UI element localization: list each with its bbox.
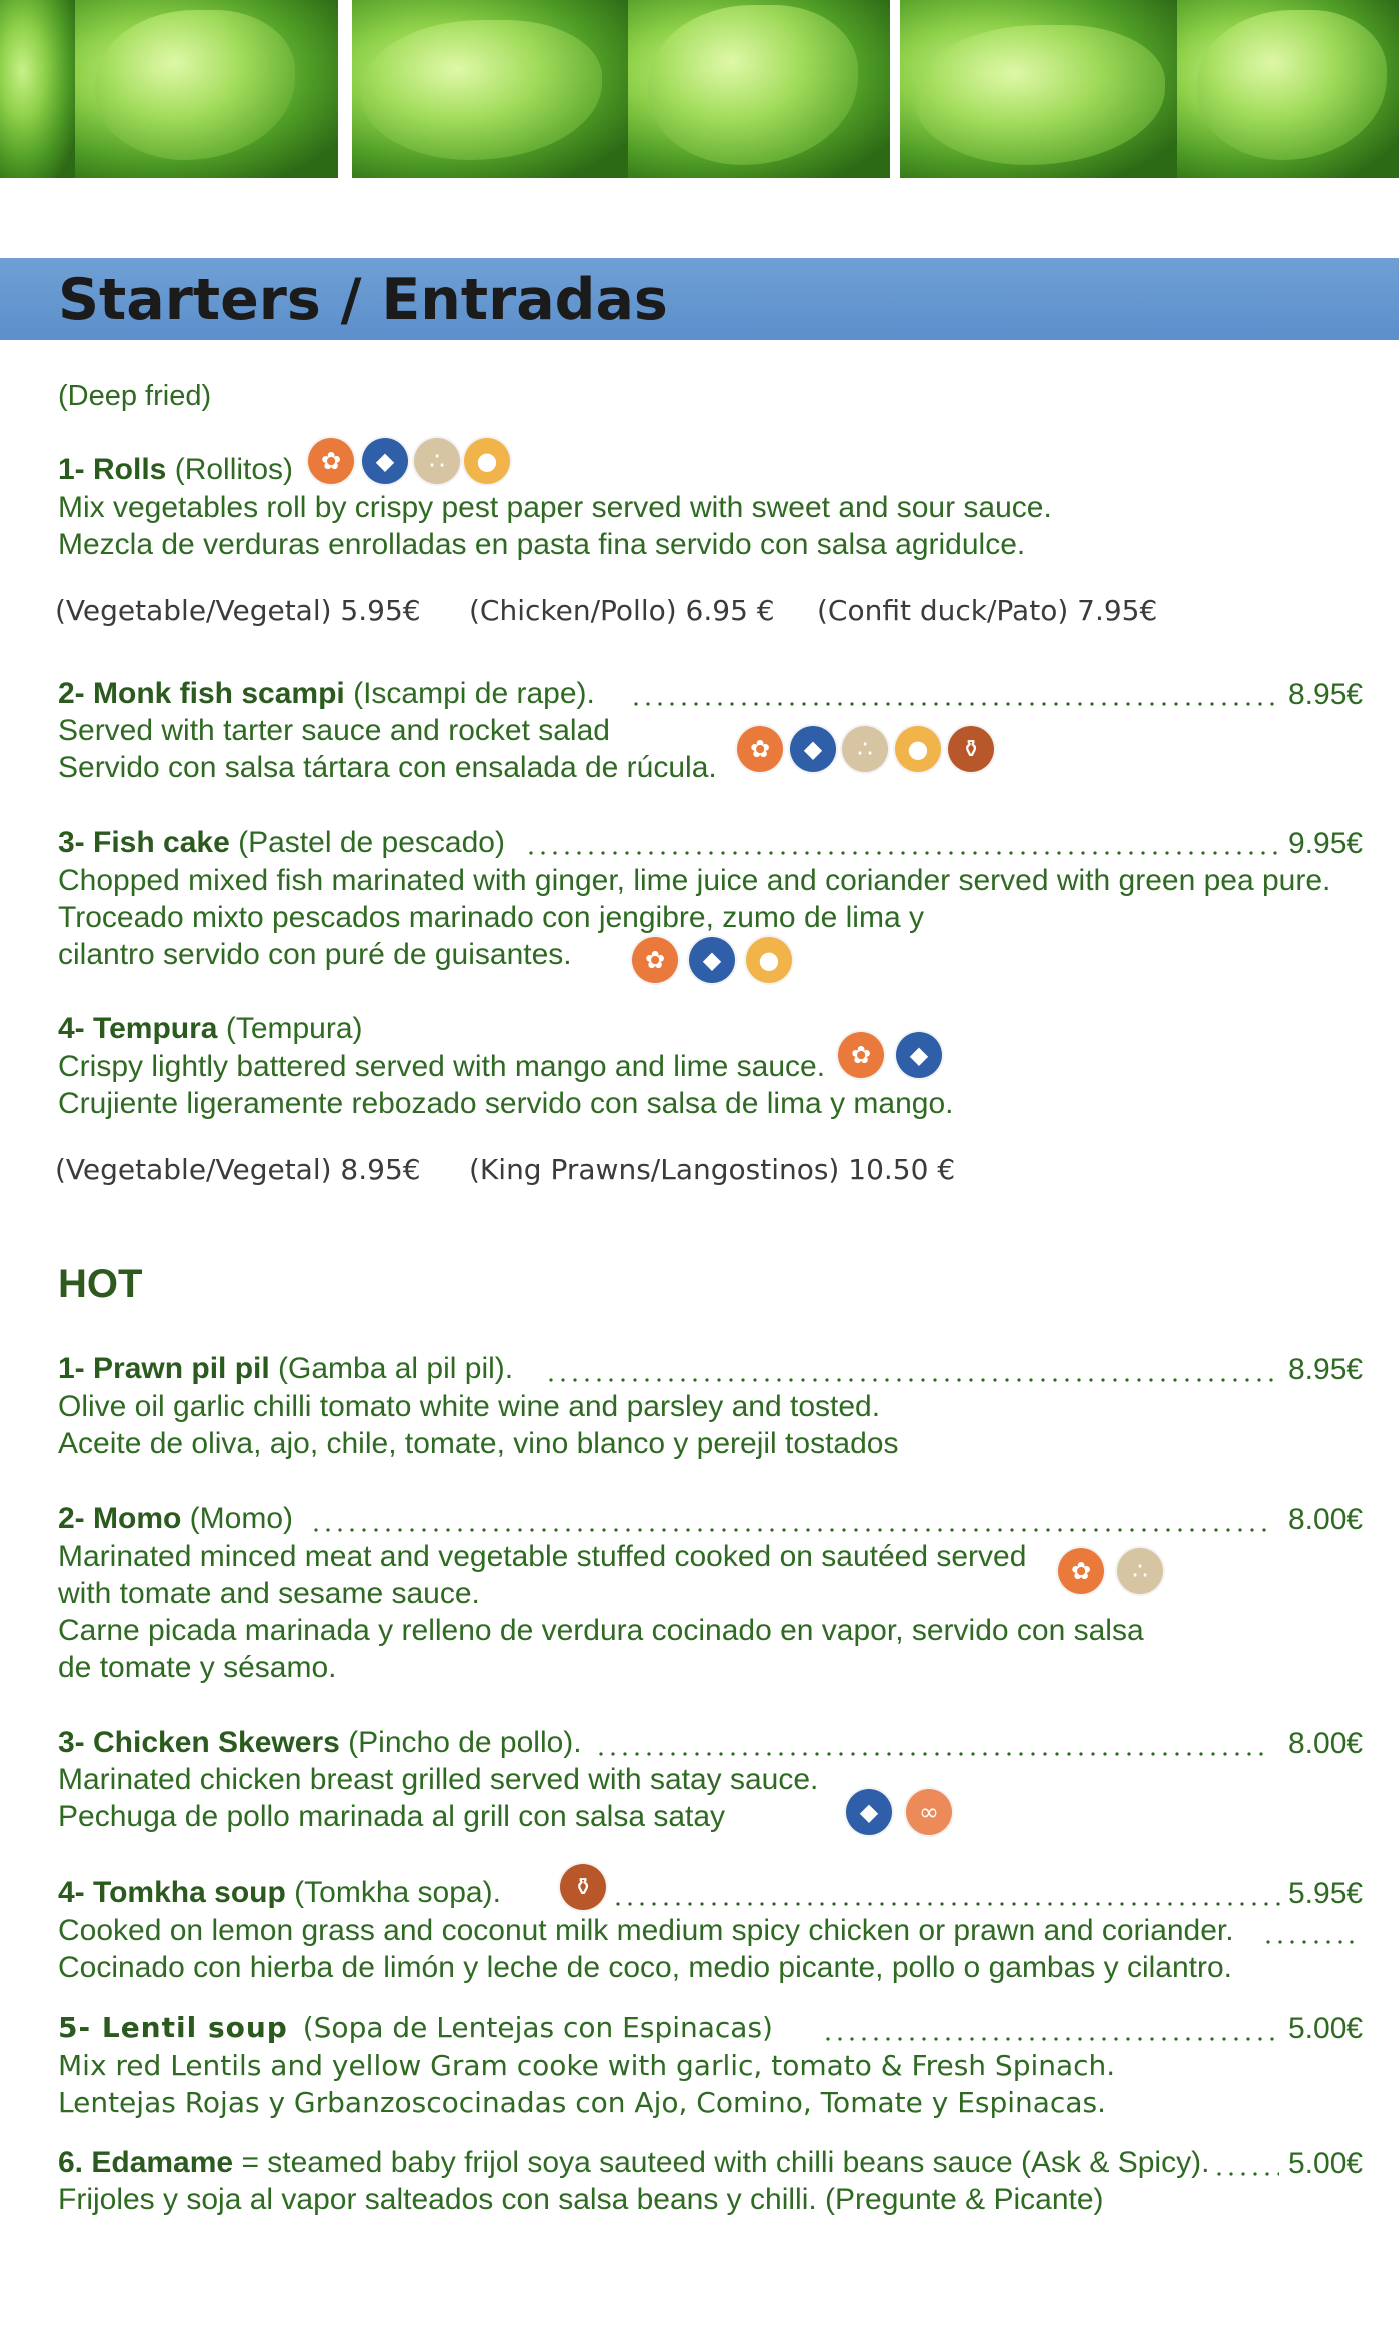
menu-item-title	[58, 452, 293, 488]
fish-icon: ◆	[846, 1789, 892, 1835]
egg-icon: ●	[464, 438, 510, 484]
item-description-es: Crujiente ligeramente rebozado servido con salsa de lima y mango.	[58, 1087, 954, 1120]
item-description-es: Frijoles y soja al vapor salteados con salsa beans y chilli. (Pregunte & Picante)	[58, 2183, 1104, 2216]
milk-icon: ⚱	[560, 1864, 606, 1910]
fish-icon: ◆	[790, 726, 836, 772]
item-subtitle: (Gamba al pil pil).	[278, 1352, 514, 1385]
item-description-es: Troceado mixto pescados marinado con jengibre, zumo de lima y	[58, 901, 924, 934]
item-description-en: with tomate and sesame sauce.	[58, 1577, 480, 1610]
item-name: 4- Tempura	[58, 1012, 218, 1045]
item-description-en: Mix red Lentils and yellow Gram cooke with garlic, tomato & Fresh Spinach.	[58, 2049, 1116, 2082]
item-subtitle: (Iscampi de rape).	[353, 677, 595, 710]
menu-item-title	[58, 2010, 773, 2046]
gluten-icon: ✿	[308, 438, 354, 484]
item-name: 1- Rolls	[58, 453, 167, 486]
item-subtitle: (Momo)	[189, 1502, 294, 1535]
menu-item-title	[58, 2145, 1209, 2181]
lettuce-header-image	[0, 0, 1399, 178]
menu-item-title	[58, 676, 595, 712]
lettuce-photo	[0, 0, 75, 178]
sesame-icon: ∴	[414, 438, 460, 484]
lettuce-photo	[352, 0, 628, 178]
item-name: 1- Prawn pil pil	[58, 1352, 270, 1385]
item-name: 3- Fish cake	[58, 826, 230, 859]
item-description-en: Olive oil garlic chilli tomato white wine and parsley and tosted.	[58, 1390, 881, 1423]
item-description-en: Marinated minced meat and vegetable stuffed cooked on sautéed served	[58, 1540, 1027, 1573]
item-price: 5.00€	[1288, 2147, 1364, 2180]
item-name: 3- Chicken Skewers	[58, 1726, 340, 1759]
item-description-en: Served with tarter sauce and rocket salad	[58, 714, 610, 747]
item-description-es: Mezcla de verduras enrolladas en pasta fina servido con salsa agridulce.	[58, 528, 1026, 561]
item-name: 5- Lentil soup	[58, 2011, 288, 2044]
item-description-en: Chopped mixed fish marinated with ginger, lime juice and coriander served with green pea pure.	[58, 864, 1331, 897]
lettuce-photo	[75, 0, 338, 178]
item-description-en: Crispy lightly battered served with mango and lime sauce.	[58, 1050, 826, 1083]
price-option: (Vegetable/Vegetal) 8.95€	[55, 1153, 421, 1186]
menu-item-title	[58, 1501, 293, 1537]
milk-icon: ⚱	[948, 726, 994, 772]
item-subtitle: (Tempura)	[225, 1012, 363, 1045]
gluten-icon: ✿	[737, 726, 783, 772]
item-description-es: Aceite de oliva, ajo, chile, tomate, vino blanco y perejil tostados	[58, 1427, 899, 1460]
sesame-icon: ∴	[1117, 1548, 1163, 1594]
item-description-en: Mix vegetables roll by crispy pest paper served with sweet and sour sauce.	[58, 491, 1052, 524]
page-title: Starters / Entradas	[58, 267, 668, 333]
egg-icon: ●	[895, 726, 941, 772]
deep-fried-note: (Deep fried)	[58, 380, 212, 412]
item-price: 8.00€	[1288, 1727, 1364, 1760]
item-subtitle: = steamed baby frijol soya sauteed with chilli beans sauce (Ask & Spicy).	[241, 2146, 1210, 2179]
item-description-en: Cooked on lemon grass and coconut milk medium spicy chicken or prawn and coriander.	[58, 1914, 1234, 1947]
price-option: (Chicken/Pollo) 6.95 €	[469, 594, 775, 627]
item-price: 9.95€	[1288, 827, 1364, 860]
item-name: 2- Monk fish scampi	[58, 677, 345, 710]
leader-dots	[525, 851, 1280, 855]
leader-dots	[822, 2037, 1280, 2041]
item-price: 8.95€	[1288, 1353, 1364, 1386]
sesame-icon: ∴	[842, 726, 888, 772]
fish-icon: ◆	[362, 438, 408, 484]
item-price: 5.95€	[1288, 1877, 1364, 1910]
item-subtitle: (Rollitos)	[174, 453, 294, 486]
item-description-es: cilantro servido con puré de guisantes.	[58, 938, 572, 971]
menu-item-title	[58, 825, 505, 861]
peanut-icon: ∞	[906, 1789, 952, 1835]
gluten-icon: ✿	[838, 1032, 884, 1078]
item-description-es: Cocinado con hierba de limón y leche de coco, medio picante, pollo o gambas y cilantro.	[58, 1951, 1233, 1984]
leader-dots	[545, 1378, 1280, 1382]
lettuce-photo	[900, 0, 1177, 178]
leader-dots	[1213, 2172, 1279, 2176]
price-option: (King Prawns/Langostinos) 10.50 €	[469, 1153, 956, 1186]
item-subtitle: (Pincho de pollo).	[348, 1726, 582, 1759]
item-description-es: Pechuga de pollo marinada al grill con salsa satay	[58, 1800, 726, 1833]
item-description-es: Lentejas Rojas y Grbanzoscocinadas con Ajo, Comino, Tomate y Espinacas.	[58, 2086, 1106, 2119]
menu-item-title	[58, 1351, 513, 1387]
item-name: 2- Momo	[58, 1502, 182, 1535]
price-option: (Vegetable/Vegetal) 5.95€	[55, 594, 421, 627]
item-price: 8.95€	[1288, 678, 1364, 711]
egg-icon: ●	[746, 937, 792, 983]
menu-item-title	[58, 1875, 501, 1911]
item-description-en: Marinated chicken breast grilled served with satay sauce.	[58, 1763, 819, 1796]
item-description-es: Servido con salsa tártara con ensalada de rúcula.	[58, 751, 717, 784]
leader-dots	[630, 702, 1280, 706]
leader-dots	[595, 1752, 1270, 1756]
item-description-es: Carne picada marinada y relleno de verdura cocinado en vapor, servido con salsa	[58, 1614, 1144, 1647]
item-description-es: de tomate y sésamo.	[58, 1651, 337, 1684]
leader-dots	[1262, 1940, 1358, 1944]
price-option: (Confit duck/Pato) 7.95€	[817, 594, 1158, 627]
section-heading-hot: HOT	[58, 1262, 143, 1306]
leader-dots	[310, 1528, 1270, 1532]
item-name: 6. Edamame	[58, 2146, 234, 2179]
item-subtitle: (Pastel de pescado)	[238, 826, 505, 859]
item-subtitle: (Tomkha sopa).	[294, 1876, 501, 1909]
item-subtitle: (Sopa de Lentejas con Espinacas)	[302, 2011, 773, 2044]
leader-dots	[612, 1902, 1280, 1906]
fish-icon: ◆	[689, 937, 735, 983]
gluten-icon: ✿	[1058, 1548, 1104, 1594]
fish-icon: ◆	[896, 1032, 942, 1078]
gluten-icon: ✿	[632, 937, 678, 983]
lettuce-photo	[1177, 0, 1399, 178]
item-price: 8.00€	[1288, 1503, 1364, 1536]
item-name: 4- Tomkha soup	[58, 1876, 286, 1909]
item-price: 5.00€	[1288, 2012, 1364, 2045]
menu-item-title	[58, 1725, 582, 1761]
menu-item-title	[58, 1011, 363, 1047]
lettuce-photo	[628, 0, 890, 178]
